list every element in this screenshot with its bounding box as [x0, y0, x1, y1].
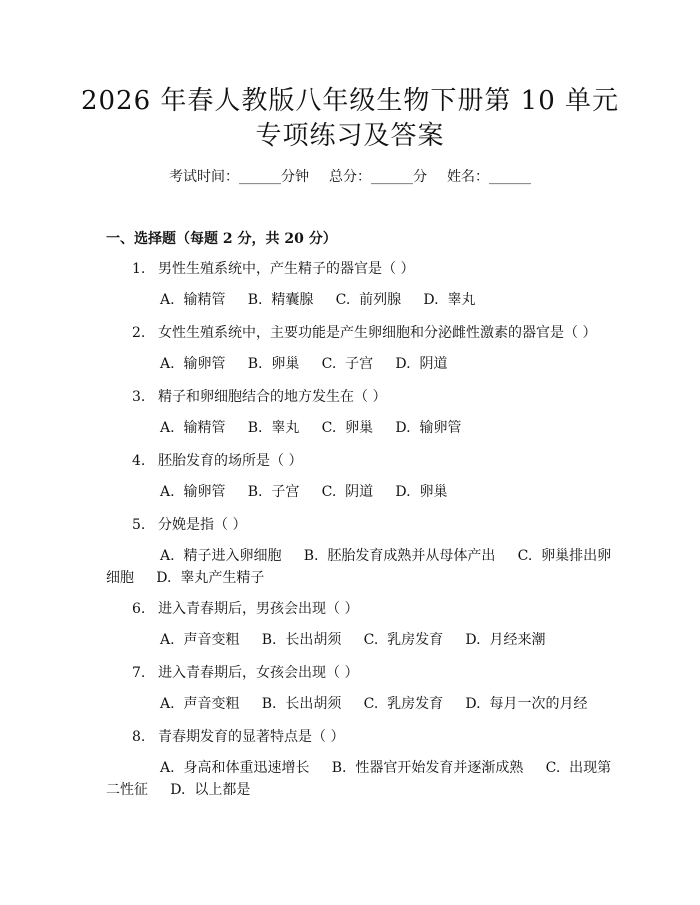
- question-2: [132, 322, 596, 344]
- student-name: 姓名：______: [447, 169, 531, 185]
- document-title-line1: 2026 年春人教版八年级生物下册第 10 单元: [80, 86, 620, 116]
- question-text: 男性生殖系统中，产生精子的器官是（ ）: [158, 261, 415, 277]
- question-4-options: A. 输卵管 B. 子宫 C. 阴道 D. 卵巢: [160, 484, 448, 500]
- question-7: [132, 662, 358, 684]
- question-6: [132, 598, 358, 620]
- question-1-options: A. 输精管 B. 精囊腺 C. 前列腺 D. 睾丸: [160, 292, 476, 308]
- question-number: 8.: [132, 729, 146, 745]
- question-6-options: A. 声音变粗 B. 长出胡须 C. 乳房发育 D. 月经来潮: [160, 632, 546, 648]
- question-number: 2.: [132, 325, 146, 341]
- question-4: [132, 450, 302, 472]
- question-8-options-line2: 二性征 D. 以上都是: [106, 782, 251, 798]
- question-5: [132, 514, 246, 536]
- question-number: 7.: [132, 665, 146, 681]
- question-8-options-line1: A. 身高和体重迅速增长 B. 性器官开始发育并逐渐成熟 C. 出现第: [160, 760, 612, 776]
- total-score: 总分：______分: [329, 169, 427, 185]
- question-3-options: A. 输精管 B. 睾丸 C. 卵巢 D. 输卵管: [160, 420, 462, 436]
- question-text: 进入青春期后，男孩会出现（ ）: [158, 601, 359, 617]
- exam-time: 考试时间：______分钟: [169, 169, 309, 185]
- section-heading-choice: 一、选择题（每题 2 分，共 20 分）: [106, 231, 337, 247]
- question-1: [132, 258, 414, 280]
- question-text: 青春期发育的显著特点是（ ）: [158, 729, 345, 745]
- question-5-options-line1: A. 精子进入卵细胞 B. 胚胎发育成熟并从母体产出 C. 卵巢排出卵: [160, 548, 612, 564]
- question-text: 分娩是指（ ）: [158, 517, 247, 533]
- question-number: 5.: [132, 517, 146, 533]
- question-number: 3.: [132, 389, 146, 405]
- question-2-options: A. 输卵管 B. 卵巢 C. 子宫 D. 阴道: [160, 356, 448, 372]
- question-number: 4.: [132, 453, 146, 469]
- question-text: 进入青春期后，女孩会出现（ ）: [158, 665, 359, 681]
- question-text: 精子和卵细胞结合的地方发生在（ ）: [158, 389, 387, 405]
- question-number: 1.: [132, 261, 146, 277]
- question-5-options-line2: 细胞 D. 睾丸产生精子: [106, 570, 265, 586]
- exam-meta-line: [0, 166, 700, 188]
- question-3: [132, 386, 386, 408]
- question-text: 女性生殖系统中，主要功能是产生卵细胞和分泌雌性激素的器官是（ ）: [158, 325, 597, 341]
- question-7-options: A. 声音变粗 B. 长出胡须 C. 乳房发育 D. 每月一次的月经: [160, 696, 588, 712]
- question-number: 6.: [132, 601, 146, 617]
- document-title-line2: 专项练习及答案: [255, 121, 445, 151]
- question-text: 胚胎发育的场所是（ ）: [158, 453, 303, 469]
- question-8: [132, 726, 344, 748]
